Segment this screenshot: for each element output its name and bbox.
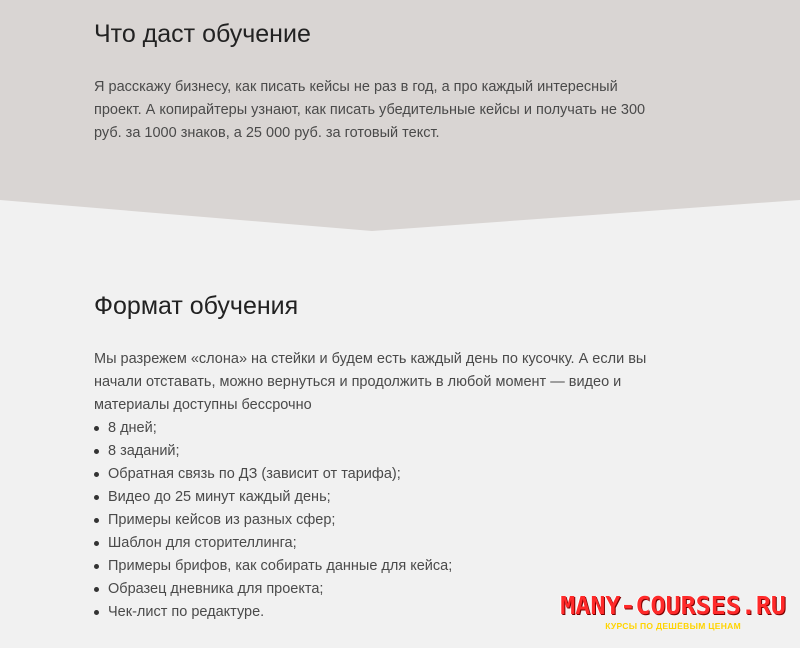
list-item: [94, 440, 654, 463]
bullet-icon: [94, 541, 99, 546]
section-title: Формат обучения: [94, 292, 299, 320]
list-item: [94, 532, 654, 555]
list-item-text: 8 дней;: [108, 420, 157, 436]
list-item: [94, 417, 654, 440]
bullet-icon: [94, 564, 99, 569]
list-item: [94, 463, 654, 486]
section-training-format: [94, 288, 654, 624]
section-paragraph: Мы разрежем «слона» на стейки и будем есть каждый день по кусочку. А если вы начали отставать, можно вернуться и продолжить в любой момент — видео и материалы доступны бессрочно: [94, 351, 647, 413]
list-item: [94, 555, 654, 578]
watermark-logo: [560, 592, 786, 632]
bullet-icon: [94, 587, 99, 592]
list-item-text: Шаблон для сторителлинга;: [108, 535, 297, 551]
bullet-icon: [94, 518, 99, 523]
bullet-icon: [94, 472, 99, 477]
list-item-text: 8 заданий;: [108, 443, 180, 459]
list-item: [94, 509, 654, 532]
watermark-subtitle: КУРСЫ ПО ДЕШЁВЫМ ЦЕНАМ: [605, 621, 741, 631]
list-item-text: Видео до 25 минут каждый день;: [108, 489, 331, 505]
section-what-training-gives: [94, 16, 654, 145]
bullet-icon: [94, 449, 99, 454]
list-item: [94, 486, 654, 509]
section-title: Что даст обучение: [94, 20, 311, 48]
list-item-text: Примеры кейсов из разных сфер;: [108, 512, 336, 528]
bullet-icon: [94, 610, 99, 615]
bullet-icon: [94, 426, 99, 431]
bullet-icon: [94, 495, 99, 500]
list-item-text: Примеры брифов, как собирать данные для кейса;: [108, 558, 453, 574]
list-item-text: Чек-лист по редактуре.: [108, 604, 265, 620]
list-item-text: Образец дневника для проекта;: [108, 581, 324, 597]
section-paragraph: Я расскажу бизнесу, как писать кейсы не раз в год, а про каждый интересный проект. А копирайтеры узнают, как писать убедительные кейсы и получать не 300 руб. за 1000 знаков, а 25 000 руб. за готовый текст.: [94, 79, 646, 141]
list-item-text: Обратная связь по ДЗ (зависит от тарифа);: [108, 466, 401, 482]
watermark-main-text: MANY-COURSES.RU: [560, 591, 786, 620]
